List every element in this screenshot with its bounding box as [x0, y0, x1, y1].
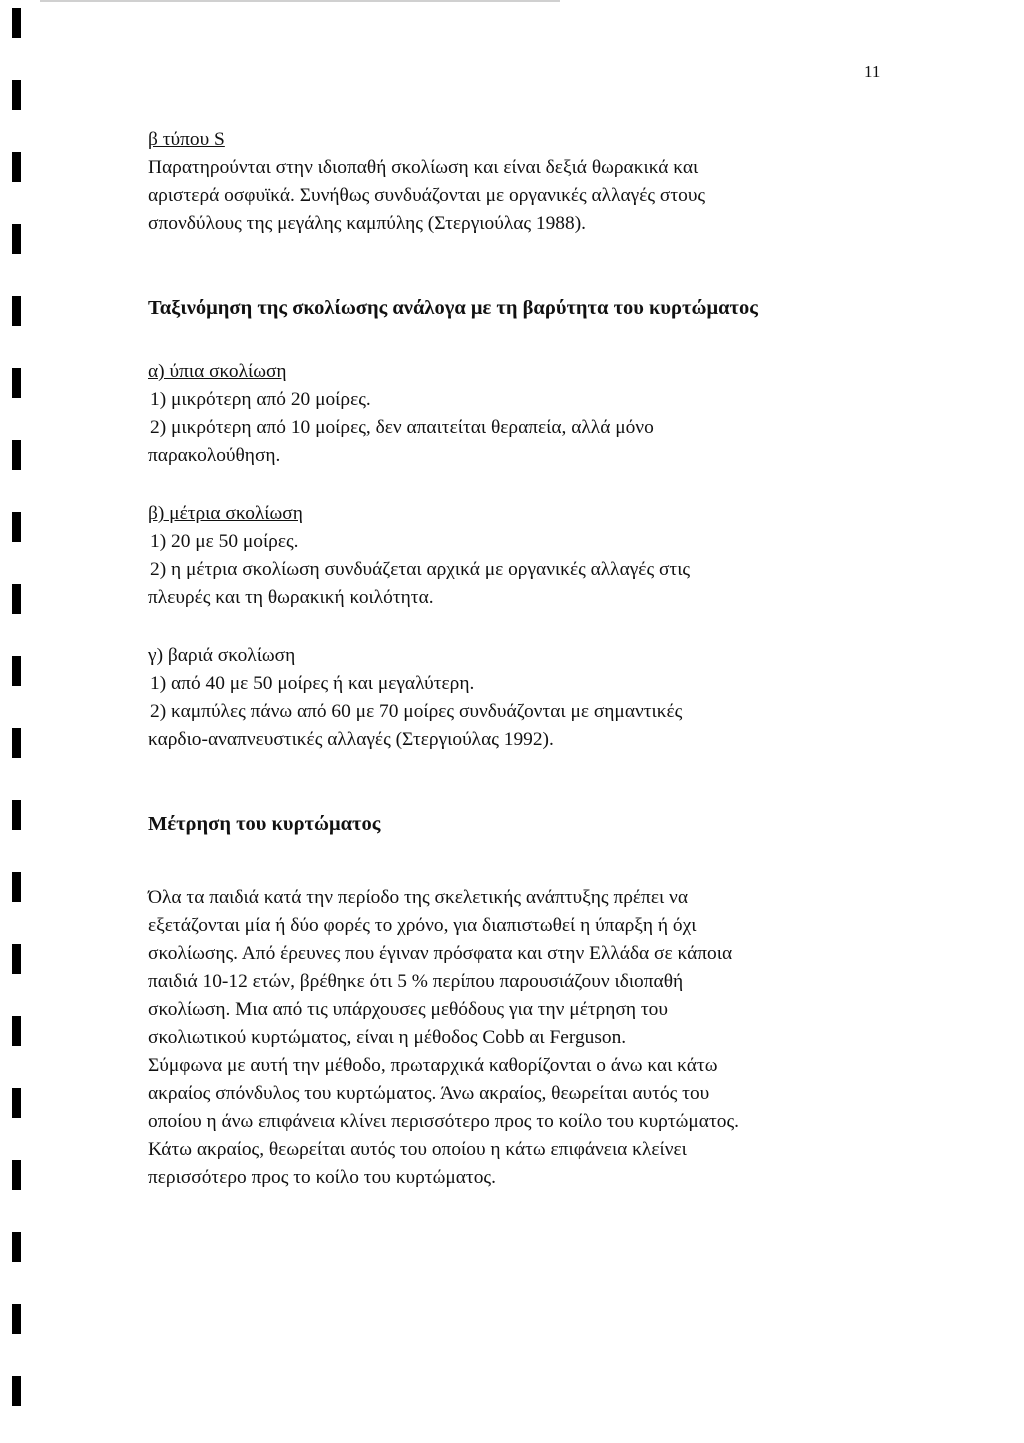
binding-mark — [12, 1088, 21, 1118]
binding-mark — [12, 944, 21, 974]
paragraph-line: σκολίωση. Μια από τις υπάρχουσες μεθόδους για την μέτρηση του — [148, 999, 668, 1020]
list-item: 2) η μέτρια σκολίωση συνδυάζεται αρχικά με οργανικές αλλαγές στις — [150, 559, 691, 580]
binding-mark — [12, 152, 21, 182]
binding-mark — [12, 728, 21, 758]
severe-scoliosis-block — [148, 642, 888, 754]
list-item-continuation: καρδιο-αναπνευστικές αλλαγές (Στεργιούλας 1992). — [148, 729, 554, 750]
binding-mark — [12, 800, 21, 830]
binding-marks — [0, 0, 40, 1443]
paragraph-line: σπονδύλους της μεγάλης καμπύλης (Στεργιούλας 1988). — [148, 213, 586, 234]
binding-mark — [12, 1160, 21, 1190]
binding-mark — [12, 656, 21, 686]
heading-classification: Ταξινόμηση της σκολίωσης ανάλογα με τη βαρύτητα του κυρτώματος — [148, 297, 758, 319]
paragraph-line: Παρατηρούνται στην ιδιοπαθή σκολίωση και είναι δεξιά θωρακικά και — [148, 157, 699, 178]
list-item: 2) μικρότερη από 10 μοίρες, δεν απαιτείται θεραπεία, αλλά μόνο — [150, 417, 654, 438]
scan-top-edge — [40, 0, 560, 2]
section-classification — [148, 294, 888, 754]
paragraph-line: παιδιά 10-12 ετών, βρέθηκε ότι 5 % περίπου παρουσιάζουν ιδιοπαθή — [148, 971, 684, 992]
paragraph-line: περισσότερο προς το κοίλο του κυρτώματος. — [148, 1167, 496, 1188]
page-content — [148, 126, 888, 1192]
moderate-scoliosis-block — [148, 500, 888, 612]
paragraph-line: Σύμφωνα με αυτή την μέθοδο, πρωταρχικά καθορίζονται ο άνω και κάτω — [148, 1055, 718, 1076]
list-item: 1) 20 με 50 μοίρες. — [150, 531, 299, 552]
list-item-continuation: πλευρές και τη θωρακική κοιλότητα. — [148, 587, 434, 608]
subheading-severe: γ) βαριά σκολίωση — [148, 645, 296, 666]
heading-measurement: Μέτρηση του κυρτώματος — [148, 813, 381, 835]
binding-mark — [12, 1016, 21, 1046]
paragraph-line: οποίου η άνω επιφάνεια κλίνει περισσότερο προς το κοίλο του κυρτώματος. — [148, 1111, 739, 1132]
binding-mark — [12, 296, 21, 326]
paragraph-line: αριστερά οσφυϊκά. Συνήθως συνδυάζονται με οργανικές αλλαγές στους — [148, 185, 706, 206]
binding-mark — [12, 512, 21, 542]
paragraph-line: εξετάζονται μία ή δύο φορές το χρόνο, για διαπιστωθεί η ύπαρξη ή όχι — [148, 915, 697, 936]
binding-mark — [12, 440, 21, 470]
list-item-continuation: παρακολούθηση. — [148, 445, 281, 466]
binding-mark — [12, 872, 21, 902]
section-measurement — [148, 810, 888, 1192]
binding-mark — [12, 1304, 21, 1334]
mild-scoliosis-block — [148, 358, 888, 470]
binding-mark — [12, 8, 21, 38]
section-type-s — [148, 126, 888, 238]
binding-mark — [12, 584, 21, 614]
paragraph-line: ακραίος σπόνδυλος του κυρτώματος. Άνω ακραίος, θεωρείται αυτός του — [148, 1083, 710, 1104]
binding-mark — [12, 368, 21, 398]
binding-mark — [12, 1232, 21, 1262]
binding-mark — [12, 80, 21, 110]
list-item: 2) καμπύλες πάνω από 60 με 70 μοίρες συνδυάζονται με σημαντικές — [150, 701, 683, 722]
paragraph-line: Όλα τα παιδιά κατά την περίοδο της σκελετικής ανάπτυξης πρέπει να — [148, 887, 688, 908]
subheading-moderate: β) μέτρια σκολίωση — [148, 503, 303, 524]
paragraph-line: Κάτω ακραίος, θεωρείται αυτός του οποίου η κάτω επιφάνεια κλείνει — [148, 1139, 687, 1160]
binding-mark — [12, 224, 21, 254]
paragraph-line: σκολίωσης. Από έρευνες που έγιναν πρόσφατα και στην Ελλάδα σε κάποια — [148, 943, 733, 964]
binding-mark — [12, 1376, 21, 1406]
subheading-mild: α) ύπια σκολίωση — [148, 361, 287, 382]
paragraph-line: σκολιωτικού κυρτώματος, είναι η μέθοδος Cobb αι Ferguson. — [148, 1027, 627, 1048]
subheading-type-s: β τύπου S — [148, 129, 225, 150]
list-item: 1) μικρότερη από 20 μοίρες. — [150, 389, 371, 410]
list-item: 1) από 40 με 50 μοίρες ή και μεγαλύτερη. — [150, 673, 475, 694]
page-number: 11 — [864, 62, 881, 81]
